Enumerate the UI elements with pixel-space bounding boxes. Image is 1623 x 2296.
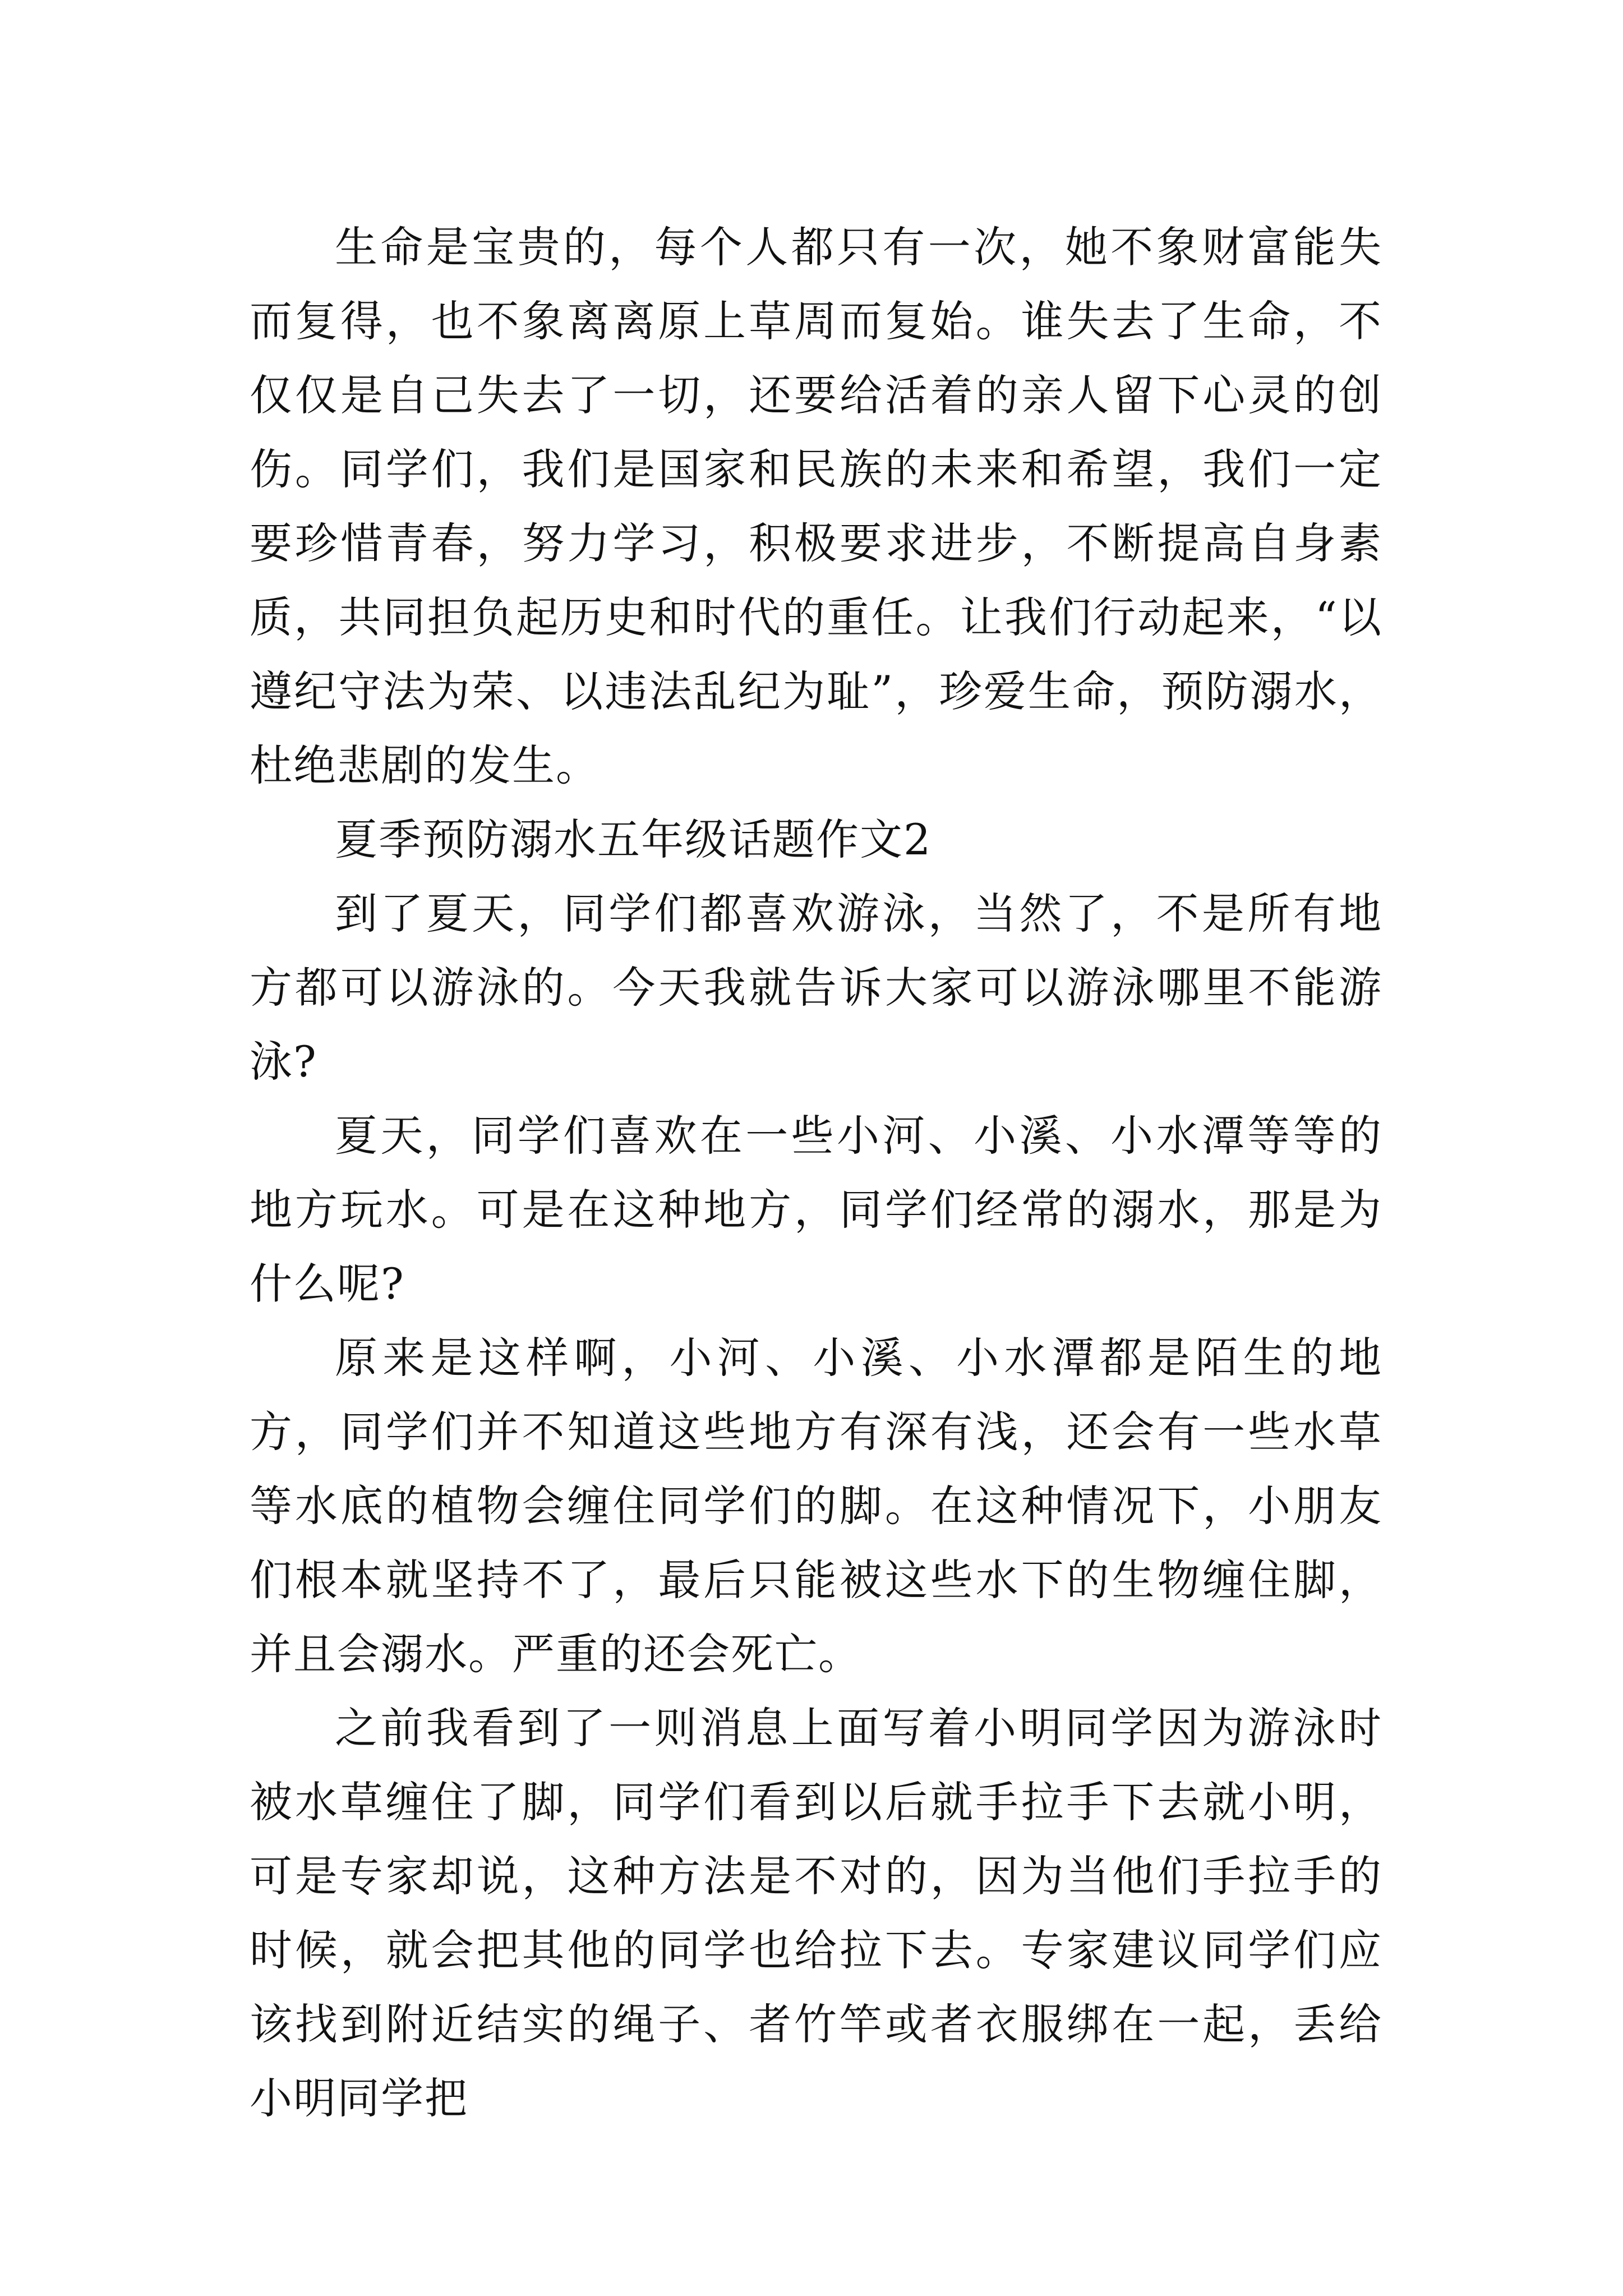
paragraph-summer-swimming: 到了夏天，同学们都喜欢游泳，当然了，不是所有地方都可以游泳的。今天我就告诉大家可以游泳哪里不能游泳? (250, 889, 1382, 1087)
essay-title: 夏季预防溺水五年级话题作文2 (335, 815, 932, 864)
paragraph-dangerous-places: 原来是这样啊，小河、小溪、小水潭都是陌生的地方，同学们并不知道这些地方有深有浅，还会有一些水草等水底的植物会缠住同学们的脚。在这种情况下，小朋友们根本就坚持不了，最后只能被这些水下的生物缠住脚，并且会溺水。严重的还会死亡。 (250, 1333, 1382, 1679)
paragraph-playing-water: 夏天，同学们喜欢在一些小河、小溪、小水潭等等的地方玩水。可是在这种地方，同学们经常的溺水，那是为什么呢? (250, 1111, 1382, 1309)
paragraph-expert-advice: 之前我看到了一则消息上面写着小明同学因为游泳时被水草缠住了脚，同学们看到以后就手拉手下去就小明，可是专家却说，这种方法是不对的，因为当他们手拉手的时候，就会把其他的同学也给拉下去。专家建议同学们应该找到附近结实的绳子、者竹竿或者衣服绑在一起，丢给小明同学把 (250, 1703, 1382, 2123)
document-body (250, 210, 1382, 2136)
paragraph-cherish-life: 生命是宝贵的，每个人都只有一次，她不象财富能失而复得，也不象离离原上草周而复始。谁失去了生命，不仅仅是自己失去了一切，还要给活着的亲人留下心灵的创伤。同学们，我们是国家和民族的未来和希望，我们一定要珍惜青春，努力学习，积极要求进步，不断提高自身素质，共同担负起历史和时代的重任。让我们行动起来，“以遵纪守法为荣、以违法乱纪为耻”，珍爱生命，预防溺水，杜绝悲剧的发生。 (250, 222, 1382, 790)
